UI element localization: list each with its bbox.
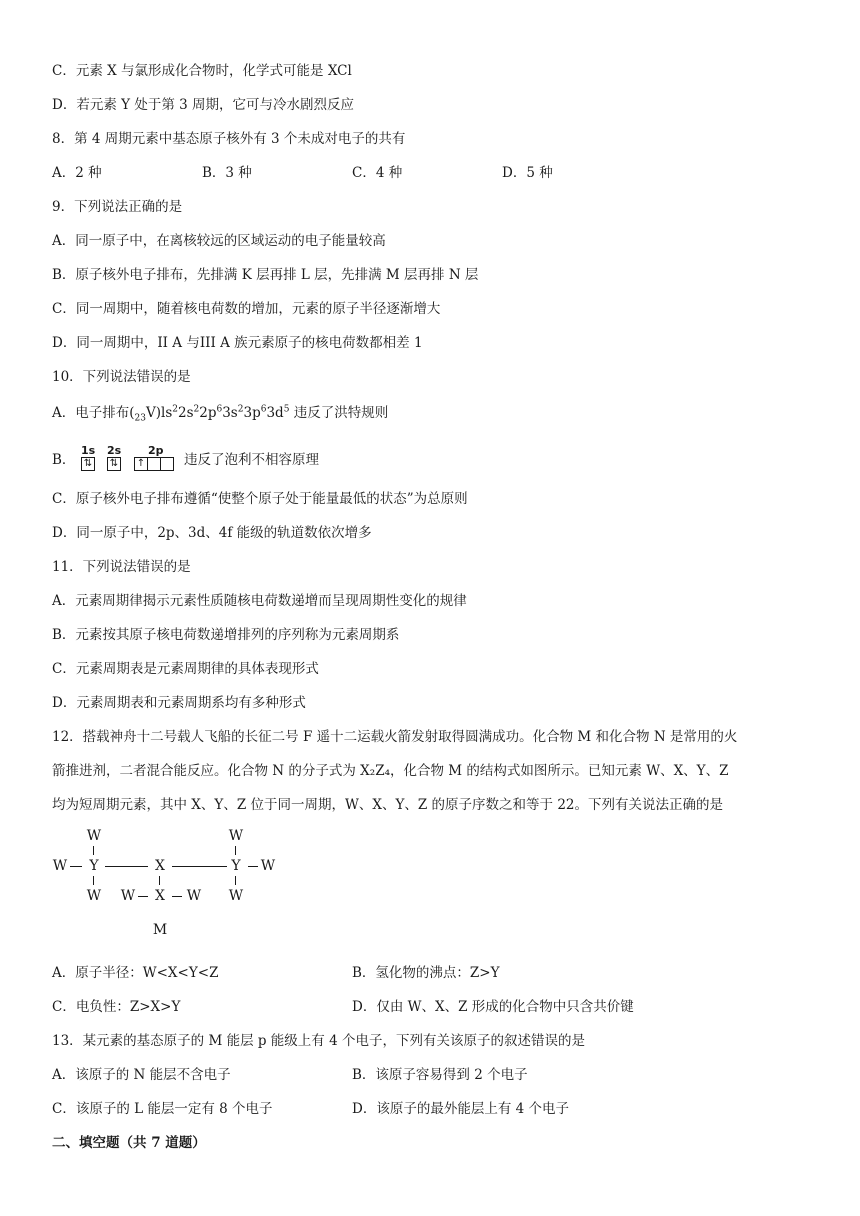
orbital-label-2p: 2p bbox=[148, 444, 164, 457]
q10a-tail: 违反了洪特规则 bbox=[293, 405, 389, 421]
q8-stem: 8．第 4 周期元素中基态原子核外有 3 个未成对电子的共有 bbox=[52, 131, 406, 147]
bond bbox=[70, 866, 82, 867]
q10-stem: 10．下列说法错误的是 bbox=[52, 369, 191, 385]
q7-option-c: C．元素 X 与氯形成化合物时，化学式可能是 XCl bbox=[52, 63, 352, 79]
bond bbox=[159, 876, 160, 885]
bond bbox=[235, 876, 236, 885]
q13-option-d: D．该原子的最外能层上有 4 个电子 bbox=[352, 1101, 569, 1117]
orbital-box-2p-1: ↑ bbox=[134, 457, 148, 471]
atom-w: W bbox=[120, 888, 136, 904]
bond bbox=[172, 866, 227, 867]
bond bbox=[235, 846, 236, 855]
atom-w: W bbox=[260, 858, 276, 874]
q10-option-d: D．同一原子中，2p、3d、4f 能级的轨道数依次增多 bbox=[52, 525, 372, 541]
bond bbox=[138, 896, 148, 897]
atom-w: W bbox=[228, 888, 244, 904]
q11-option-a: A．元素周期律揭示元素性质随核电荷数递增而呈现周期性变化的规律 bbox=[52, 593, 467, 609]
q12-stem-line-1: 12．搭载神舟十二号载人飞船的长征二号 F 遥十二运载火箭发射取得圆满成功。化合物 M 和化合物 N 是常用的火 bbox=[52, 729, 738, 745]
q12-option-c: C．电负性：Z>X>Y bbox=[52, 999, 181, 1015]
q12-option-a: A．原子半径：W<X<Y<Z bbox=[52, 965, 219, 981]
q11-option-d: D．元素周期表和元素周期系均有多种形式 bbox=[52, 695, 306, 711]
atom-w: W bbox=[228, 828, 244, 844]
q8-option-b: B．3 种 bbox=[202, 165, 252, 181]
atom-w: W bbox=[86, 888, 102, 904]
q11-option-c: C．元素周期表是元素周期律的具体表现形式 bbox=[52, 661, 319, 677]
bond bbox=[93, 846, 94, 855]
q13-option-a: A．该原子的 N 能层不含电子 bbox=[52, 1067, 231, 1083]
q10-option-a bbox=[52, 404, 388, 422]
atom-y: Y bbox=[89, 858, 99, 874]
orbital-box-1s: ⇅ bbox=[81, 457, 95, 471]
orbital-box-2p-3 bbox=[160, 457, 174, 471]
q11-stem: 11．下列说法错误的是 bbox=[52, 559, 191, 575]
q10-option-b-tail: 违反了泡利不相容原理 bbox=[184, 452, 319, 468]
q9-option-a: A．同一原子中，在离核较远的区域运动的电子能量较高 bbox=[52, 233, 386, 249]
q10-option-b-letter: B． bbox=[52, 452, 76, 468]
atom-x: X bbox=[155, 858, 165, 874]
q13-option-c: C．该原子的 L 能层一定有 8 个电子 bbox=[52, 1101, 273, 1117]
orbital-label-1s: 1s bbox=[81, 444, 96, 457]
atom-x: X bbox=[155, 888, 165, 904]
q13-option-b: B．该原子容易得到 2 个电子 bbox=[352, 1067, 528, 1083]
q9-option-d: D．同一周期中，II A 与III A 族元素原子的核电荷数都相差 1 bbox=[52, 335, 423, 351]
orbital-label-2s: 2s bbox=[107, 444, 122, 457]
atom-y: Y bbox=[231, 858, 241, 874]
q12-stem-line-2: 箭推进剂，二者混合能反应。化合物 N 的分子式为 X₂Z₄，化合物 M 的结构式如图所示。已知元素 W、X、Y、Z bbox=[52, 763, 729, 779]
q10a-config: $(_{23}V)ls^22s^22p^63s^23p^63d^5$ bbox=[129, 404, 290, 424]
q9-option-b: B．原子核外电子排布，先排满 K 层再排 L 层，先排满 M 层再排 N 层 bbox=[52, 267, 479, 283]
q10-option-c: C．原子核外电子排布遵循“使整个原子处于能量最低的状态”为总原则 bbox=[52, 491, 468, 507]
q13-stem: 13．某元素的基态原子的 M 能层 p 能级上有 4 个电子，下列有关该原子的叙述错误的是 bbox=[52, 1033, 585, 1049]
atom-w: W bbox=[86, 828, 102, 844]
structure-diagram-m bbox=[52, 826, 292, 936]
bond bbox=[248, 866, 258, 867]
bond bbox=[105, 866, 148, 867]
q8-option-c: C．4 种 bbox=[352, 165, 403, 181]
q12-option-d: D．仅由 W、X、Z 形成的化合物中只含共价键 bbox=[352, 999, 634, 1015]
structure-caption: M bbox=[152, 922, 168, 938]
atom-w: W bbox=[52, 858, 68, 874]
q10a-prefix: A．电子排布 bbox=[52, 405, 130, 421]
section-heading: 二、填空题（共 7 道题） bbox=[52, 1135, 206, 1151]
q12-option-b: B．氢化物的沸点：Z>Y bbox=[352, 965, 500, 981]
q11-option-b: B．元素按其原子核电荷数递增排列的序列称为元素周期系 bbox=[52, 627, 400, 643]
bond bbox=[172, 896, 182, 897]
orbital-box-2p-2 bbox=[147, 457, 161, 471]
atom-w: W bbox=[186, 888, 202, 904]
q9-option-c: C．同一周期中，随着核电荷数的增加，元素的原子半径逐渐增大 bbox=[52, 301, 441, 317]
q8-option-d: D．5 种 bbox=[502, 165, 553, 181]
orbital-box-2s: ⇅ bbox=[107, 457, 121, 471]
q7-option-d: D．若元素 Y 处于第 3 周期，它可与冷水剧烈反应 bbox=[52, 97, 354, 113]
bond bbox=[93, 876, 94, 885]
q9-stem: 9．下列说法正确的是 bbox=[52, 199, 183, 215]
q12-stem-line-3: 均为短周期元素，其中 X、Y、Z 位于同一周期，W、X、Y、Z 的原子序数之和等于 22。下列有关说法正确的是 bbox=[52, 797, 724, 813]
q8-option-a: A．2 种 bbox=[52, 165, 102, 181]
